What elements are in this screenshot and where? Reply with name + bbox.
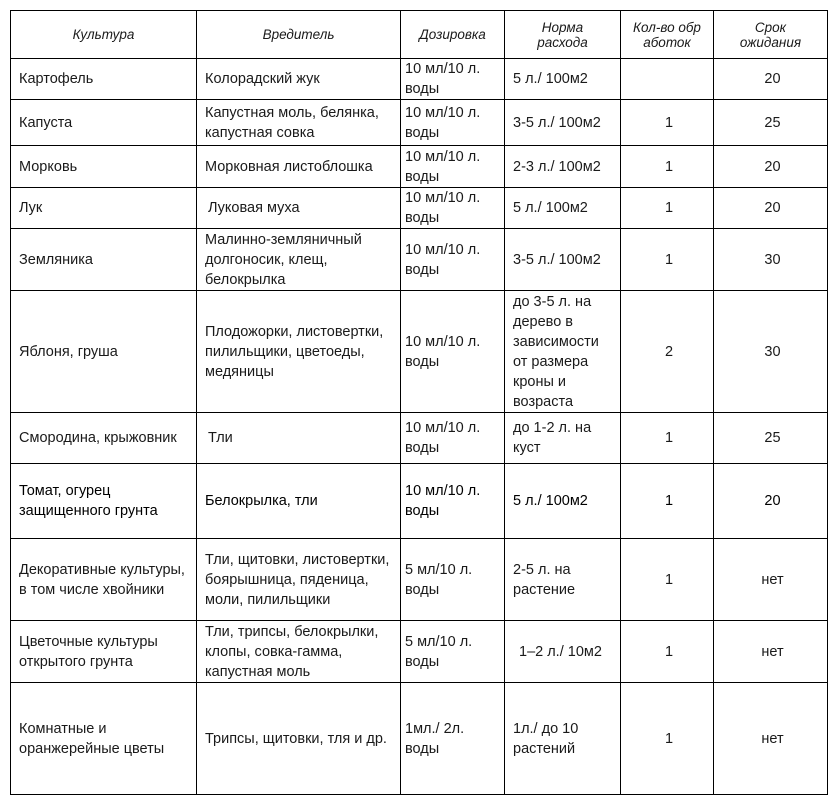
cell-wait: 25 <box>714 413 828 464</box>
cell-count: 1 <box>621 413 714 464</box>
cell-count: 1 <box>621 100 714 146</box>
cell-pest: Тли, щитовки, листовертки, боярышница, пяденица, моли, пилильщики <box>197 539 401 621</box>
cell-dose: 10 мл/10 л. воды <box>401 188 505 229</box>
cell-wait: 30 <box>714 229 828 291</box>
cell-wait: 25 <box>714 100 828 146</box>
cell-count: 2 <box>621 291 714 413</box>
cell-culture: Земляника <box>11 229 197 291</box>
cell-culture: Цветочные культуры открытого грунта <box>11 621 197 683</box>
cell-pest: Плодожорки, листовертки, пилильщики, цветоеды, медяницы <box>197 291 401 413</box>
cell-count: 1 <box>621 539 714 621</box>
cell-culture: Капуста <box>11 100 197 146</box>
table-row <box>11 621 828 683</box>
cell-dose: 10 мл/10 л. воды <box>401 229 505 291</box>
table-row <box>11 100 828 146</box>
cell-rate: 5 л./ 100м2 <box>505 188 621 229</box>
table-row <box>11 539 828 621</box>
table-row <box>11 683 828 795</box>
cell-count: 1 <box>621 621 714 683</box>
cell-culture: Декоративные культуры, в том числе хвойники <box>11 539 197 621</box>
cell-count: 1 <box>621 188 714 229</box>
cell-count <box>621 59 714 100</box>
header-row <box>11 11 828 59</box>
cell-wait: нет <box>714 621 828 683</box>
header-count: Кол-во обработок <box>621 11 714 59</box>
cell-pest: Капустная моль, белянка, капустная совка <box>197 100 401 146</box>
cell-wait: нет <box>714 539 828 621</box>
table-row <box>11 291 828 413</box>
table-row <box>11 229 828 291</box>
cell-rate: до 3-5 л. на дерево в зависимости от размера кроны и возраста <box>505 291 621 413</box>
cell-rate: 1–2 л./ 10м2 <box>505 621 621 683</box>
cell-culture: Смородина, крыжовник <box>11 413 197 464</box>
cell-culture: Яблоня, груша <box>11 291 197 413</box>
cell-culture: Комнатные и оранжерейные цветы <box>11 683 197 795</box>
cell-culture: Лук <box>11 188 197 229</box>
header-rate: Норма расхода <box>505 11 621 59</box>
table-row <box>11 413 828 464</box>
cell-pest: Морковная листоблошка <box>197 146 401 188</box>
cell-rate: 2-3 л./ 100м2 <box>505 146 621 188</box>
cell-dose: 10 мл/10 л. воды <box>401 59 505 100</box>
cell-pest: Тли, трипсы, белокрылки, клопы, совка-гамма, капустная моль <box>197 621 401 683</box>
cell-rate: 5 л./ 100м2 <box>505 464 621 539</box>
table-row <box>11 464 828 539</box>
cell-dose: 10 мл/10 л. воды <box>401 413 505 464</box>
cell-pest: Тли <box>197 413 401 464</box>
cell-culture: Картофель <box>11 59 197 100</box>
cell-wait: 30 <box>714 291 828 413</box>
cell-rate: 1л./ до 10 растений <box>505 683 621 795</box>
cell-dose: 10 мл/10 л. воды <box>401 146 505 188</box>
cell-culture: Томат, огурец защищенного грунта <box>11 464 197 539</box>
table-row <box>11 146 828 188</box>
cell-pest: Колорадский жук <box>197 59 401 100</box>
pesticide-table-container <box>10 10 827 795</box>
table-row <box>11 188 828 229</box>
cell-pest: Малинно-земляничный долгоносик, клещ, белокрылка <box>197 229 401 291</box>
cell-rate: 5 л./ 100м2 <box>505 59 621 100</box>
cell-wait: 20 <box>714 188 828 229</box>
cell-wait: 20 <box>714 146 828 188</box>
header-dose: Дозировка <box>401 11 505 59</box>
cell-count: 1 <box>621 229 714 291</box>
pesticide-usage-table <box>10 10 828 795</box>
cell-rate: 2-5 л. на растение <box>505 539 621 621</box>
cell-dose: 1мл./ 2л. воды <box>401 683 505 795</box>
cell-pest: Трипсы, щитовки, тля и др. <box>197 683 401 795</box>
cell-count: 1 <box>621 683 714 795</box>
cell-wait: нет <box>714 683 828 795</box>
cell-rate: 3-5 л./ 100м2 <box>505 100 621 146</box>
cell-dose: 5 мл/10 л. воды <box>401 621 505 683</box>
cell-pest: Белокрылка, тли <box>197 464 401 539</box>
cell-dose: 5 мл/10 л. воды <box>401 539 505 621</box>
table-row <box>11 59 828 100</box>
cell-rate: до 1-2 л. на куст <box>505 413 621 464</box>
cell-dose: 10 мл/10 л. воды <box>401 100 505 146</box>
header-pest: Вредитель <box>197 11 401 59</box>
cell-wait: 20 <box>714 464 828 539</box>
cell-pest: Луковая муха <box>197 188 401 229</box>
cell-dose: 10 мл/10 л. воды <box>401 464 505 539</box>
header-culture: Культура <box>11 11 197 59</box>
cell-count: 1 <box>621 146 714 188</box>
header-wait: Срок ожидания <box>714 11 828 59</box>
cell-count: 1 <box>621 464 714 539</box>
cell-wait: 20 <box>714 59 828 100</box>
cell-dose: 10 мл/10 л. воды <box>401 291 505 413</box>
cell-rate: 3-5 л./ 100м2 <box>505 229 621 291</box>
cell-culture: Морковь <box>11 146 197 188</box>
